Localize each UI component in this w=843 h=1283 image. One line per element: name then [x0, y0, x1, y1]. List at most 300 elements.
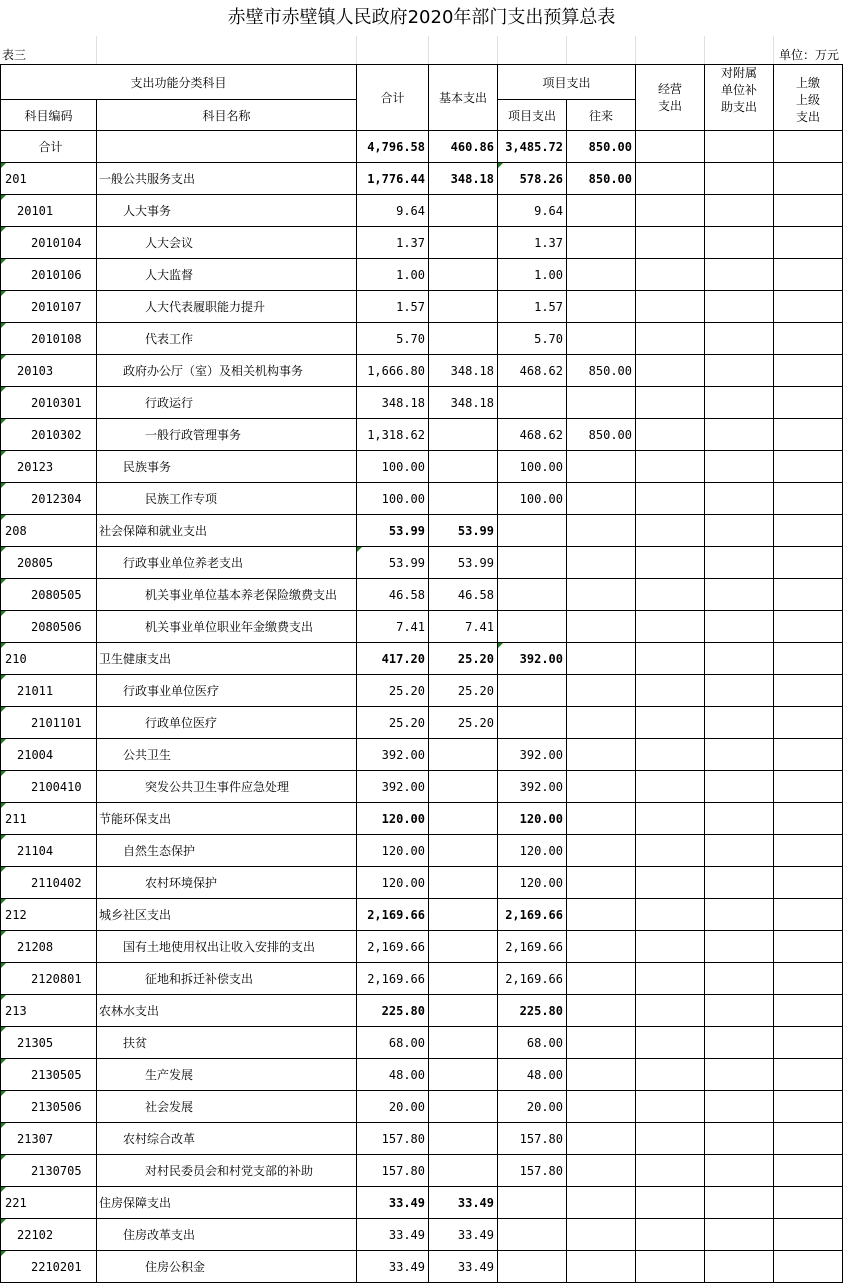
- transfer-cell: [567, 1027, 636, 1059]
- subject-name-cell: 扶贫: [97, 1027, 357, 1059]
- subsidy-cell: [705, 579, 774, 611]
- subject-code-cell: 21307: [1, 1123, 97, 1155]
- basic-cell: [429, 739, 498, 771]
- project-cell: [498, 1187, 567, 1219]
- transfer-cell: [567, 931, 636, 963]
- transfer-cell: [567, 515, 636, 547]
- transfer-cell: [567, 483, 636, 515]
- subject-code-cell: 2010104: [1, 227, 97, 259]
- transfer-cell: [567, 1155, 636, 1187]
- subject-code-cell: 2110402: [1, 867, 97, 899]
- basic-cell: [429, 867, 498, 899]
- transfer-cell: [567, 1251, 636, 1283]
- remit-cell: [774, 579, 843, 611]
- subject-name-cell: 城乡社区支出: [97, 899, 357, 931]
- transfer-cell: [567, 739, 636, 771]
- transfer-cell: [567, 899, 636, 931]
- subject-name-cell: 人大代表履职能力提升: [97, 291, 357, 323]
- basic-cell: [429, 1059, 498, 1091]
- project-cell: 468.62: [498, 419, 567, 451]
- total-cell: 68.00: [357, 1027, 429, 1059]
- subject-name-cell: 突发公共卫生事件应急处理: [97, 771, 357, 803]
- total-cell: 25.20: [357, 675, 429, 707]
- subject-name-cell: 住房改革支出: [97, 1219, 357, 1251]
- subsidy-cell: [705, 963, 774, 995]
- subject-code-cell: 2010108: [1, 323, 97, 355]
- business-cell: [636, 931, 705, 963]
- total-cell: 25.20: [357, 707, 429, 739]
- subject-code-cell: 212: [1, 899, 97, 931]
- subject-code-cell: 20805: [1, 547, 97, 579]
- subject-name-cell: 住房公积金: [97, 1251, 357, 1283]
- total-cell: 100.00: [357, 483, 429, 515]
- subsidy-cell: [705, 707, 774, 739]
- remit-cell: [774, 163, 843, 195]
- subject-name-cell: 代表工作: [97, 323, 357, 355]
- project-cell: 2,169.66: [498, 899, 567, 931]
- transfer-cell: [567, 291, 636, 323]
- subsidy-cell: [705, 995, 774, 1027]
- remit-cell: [774, 611, 843, 643]
- subject-code-cell: 2100410: [1, 771, 97, 803]
- subsidy-cell: [705, 867, 774, 899]
- subject-name-cell: 人大事务: [97, 195, 357, 227]
- total-cell: 348.18: [357, 387, 429, 419]
- remit-cell: [774, 739, 843, 771]
- table-row: [1, 1091, 843, 1123]
- table-row: [1, 355, 843, 387]
- subject-code-cell: 21011: [1, 675, 97, 707]
- subsidy-cell: [705, 931, 774, 963]
- total-cell: 1.00: [357, 259, 429, 291]
- subsidy-cell: [705, 259, 774, 291]
- project-cell: 100.00: [498, 483, 567, 515]
- header-remit-text: 上缴上级支出: [795, 76, 820, 124]
- transfer-cell: [567, 1187, 636, 1219]
- table-row: [1, 195, 843, 227]
- header-remit: [774, 65, 843, 131]
- business-cell: [636, 1123, 705, 1155]
- basic-cell: [429, 995, 498, 1027]
- total-cell: 7.41: [357, 611, 429, 643]
- table-row: [1, 995, 843, 1027]
- subsidy-cell: [705, 323, 774, 355]
- page-title: 赤壁市赤壁镇人民政府2020年部门支出预算总表: [227, 7, 616, 28]
- total-cell: 33.49: [357, 1187, 429, 1219]
- subject-name-cell: 一般公共服务支出: [97, 163, 357, 195]
- table-row: [1, 771, 843, 803]
- basic-cell: [429, 291, 498, 323]
- subject-code-cell: 2080506: [1, 611, 97, 643]
- business-cell: [636, 867, 705, 899]
- basic-cell: [429, 227, 498, 259]
- subject-code-cell: 2210201: [1, 1251, 97, 1283]
- total-cell: 120.00: [357, 835, 429, 867]
- subject-name-cell: 政府办公厅（室）及相关机构事务: [97, 355, 357, 387]
- total-cell: 1.37: [357, 227, 429, 259]
- transfer-cell: [567, 259, 636, 291]
- business-cell: [636, 707, 705, 739]
- basic-cell: [429, 1091, 498, 1123]
- project-cell: [498, 579, 567, 611]
- business-cell: [636, 259, 705, 291]
- transfer-cell: 850.00: [567, 163, 636, 195]
- header-business-text: 经营支出: [657, 81, 682, 113]
- subsidy-cell: [705, 195, 774, 227]
- header-project: 项目支出: [498, 100, 567, 131]
- remit-cell: [774, 419, 843, 451]
- business-cell: [636, 899, 705, 931]
- subsidy-cell: [705, 803, 774, 835]
- total-cell: 33.49: [357, 1251, 429, 1283]
- subject-code-cell: 213: [1, 995, 97, 1027]
- header-basic: 基本支出: [429, 65, 498, 131]
- basic-cell: [429, 1027, 498, 1059]
- subsidy-cell: [705, 1219, 774, 1251]
- basic-cell: [429, 899, 498, 931]
- basic-cell: [429, 771, 498, 803]
- table-row: [1, 611, 843, 643]
- subject-code-cell: 211: [1, 803, 97, 835]
- subject-name-cell: 卫生健康支出: [97, 643, 357, 675]
- transfer-cell: [567, 1219, 636, 1251]
- subject-code-cell: 2010302: [1, 419, 97, 451]
- total-cell: 2,169.66: [357, 931, 429, 963]
- table-row: [1, 739, 843, 771]
- business-cell: [636, 1219, 705, 1251]
- project-cell: [498, 1251, 567, 1283]
- transfer-cell: [567, 323, 636, 355]
- subject-code-cell: 2120801: [1, 963, 97, 995]
- total-cell: 9.64: [357, 195, 429, 227]
- table-row: [1, 291, 843, 323]
- subject-name-cell: 农村环境保护: [97, 867, 357, 899]
- total-cell: 4,796.58: [357, 131, 429, 163]
- subsidy-cell: [705, 675, 774, 707]
- subject-code-cell: 2130506: [1, 1091, 97, 1123]
- subsidy-cell: [705, 835, 774, 867]
- header-total: 合计: [357, 65, 429, 131]
- total-cell: 48.00: [357, 1059, 429, 1091]
- subject-name-cell: 民族工作专项: [97, 483, 357, 515]
- table-row: [1, 515, 843, 547]
- total-cell: 2,169.66: [357, 899, 429, 931]
- remit-cell: [774, 1251, 843, 1283]
- business-cell: [636, 771, 705, 803]
- remit-cell: [774, 675, 843, 707]
- business-cell: [636, 835, 705, 867]
- transfer-cell: [567, 675, 636, 707]
- business-cell: [636, 451, 705, 483]
- project-cell: 120.00: [498, 867, 567, 899]
- subject-code-cell: 21305: [1, 1027, 97, 1059]
- subsidy-cell: [705, 739, 774, 771]
- total-cell: 157.80: [357, 1155, 429, 1187]
- basic-cell: 348.18: [429, 387, 498, 419]
- basic-cell: 46.58: [429, 579, 498, 611]
- basic-cell: [429, 835, 498, 867]
- subsidy-cell: [705, 771, 774, 803]
- subsidy-cell: [705, 387, 774, 419]
- business-cell: [636, 323, 705, 355]
- transfer-cell: [567, 227, 636, 259]
- subsidy-cell: [705, 1059, 774, 1091]
- remit-cell: [774, 1187, 843, 1219]
- remit-cell: [774, 323, 843, 355]
- subject-code-cell: 20103: [1, 355, 97, 387]
- remit-cell: [774, 995, 843, 1027]
- business-cell: [636, 227, 705, 259]
- basic-cell: 25.20: [429, 707, 498, 739]
- total-cell: 46.58: [357, 579, 429, 611]
- grid-line: [773, 36, 774, 64]
- remit-cell: [774, 1219, 843, 1251]
- subject-name-cell: 住房保障支出: [97, 1187, 357, 1219]
- business-cell: [636, 515, 705, 547]
- table-row: [1, 1251, 843, 1283]
- transfer-cell: 850.00: [567, 131, 636, 163]
- project-cell: 120.00: [498, 835, 567, 867]
- remit-cell: [774, 547, 843, 579]
- project-cell: 2,169.66: [498, 931, 567, 963]
- transfer-cell: [567, 387, 636, 419]
- subsidy-cell: [705, 483, 774, 515]
- project-cell: [498, 707, 567, 739]
- subject-name-cell: 机关事业单位基本养老保险缴费支出: [97, 579, 357, 611]
- subsidy-cell: [705, 227, 774, 259]
- business-cell: [636, 1091, 705, 1123]
- total-cell: 157.80: [357, 1123, 429, 1155]
- business-cell: [636, 995, 705, 1027]
- transfer-cell: [567, 547, 636, 579]
- basic-cell: 348.18: [429, 163, 498, 195]
- basic-cell: [429, 195, 498, 227]
- basic-cell: [429, 483, 498, 515]
- header-name: 科目名称: [97, 100, 357, 131]
- subsidy-cell: [705, 1123, 774, 1155]
- table-row: [1, 867, 843, 899]
- subject-code-cell: 221: [1, 1187, 97, 1219]
- subsidy-cell: [705, 163, 774, 195]
- table-row: [1, 835, 843, 867]
- subsidy-cell: [705, 1027, 774, 1059]
- table-row: [1, 931, 843, 963]
- transfer-cell: [567, 643, 636, 675]
- total-cell: 225.80: [357, 995, 429, 1027]
- project-cell: 1.57: [498, 291, 567, 323]
- total-cell: 392.00: [357, 739, 429, 771]
- table-row: [1, 803, 843, 835]
- table-row: [1, 483, 843, 515]
- project-cell: [498, 611, 567, 643]
- subject-name-cell: 人大监督: [97, 259, 357, 291]
- subject-name-cell: 生产发展: [97, 1059, 357, 1091]
- table-row: [1, 899, 843, 931]
- project-cell: 392.00: [498, 771, 567, 803]
- business-cell: [636, 963, 705, 995]
- subject-code-cell: 20123: [1, 451, 97, 483]
- business-cell: [636, 739, 705, 771]
- project-cell: 68.00: [498, 1027, 567, 1059]
- subject-code-cell: 210: [1, 643, 97, 675]
- basic-cell: 33.49: [429, 1219, 498, 1251]
- subsidy-cell: [705, 547, 774, 579]
- subsidy-cell: [705, 291, 774, 323]
- table-row: [1, 1123, 843, 1155]
- remit-cell: [774, 451, 843, 483]
- transfer-cell: [567, 611, 636, 643]
- project-cell: 48.00: [498, 1059, 567, 1091]
- project-cell: 100.00: [498, 451, 567, 483]
- business-cell: [636, 611, 705, 643]
- grid-line: [497, 36, 498, 64]
- business-cell: [636, 163, 705, 195]
- subsidy-cell: [705, 451, 774, 483]
- business-cell: [636, 355, 705, 387]
- grid-line: [566, 36, 567, 64]
- table-row: [1, 131, 843, 163]
- remit-cell: [774, 963, 843, 995]
- subject-code-cell: 21104: [1, 835, 97, 867]
- subject-code-cell: 合计: [1, 131, 97, 163]
- table-row: [1, 163, 843, 195]
- subsidy-cell: [705, 131, 774, 163]
- total-cell: 1,666.80: [357, 355, 429, 387]
- basic-cell: [429, 931, 498, 963]
- remit-cell: [774, 707, 843, 739]
- subsidy-cell: [705, 419, 774, 451]
- total-cell: 53.99: [357, 515, 429, 547]
- grid-line: [428, 36, 429, 64]
- subject-name-cell: 节能环保支出: [97, 803, 357, 835]
- subsidy-cell: [705, 1091, 774, 1123]
- subject-code-cell: 201: [1, 163, 97, 195]
- subject-name-cell: 一般行政管理事务: [97, 419, 357, 451]
- remit-cell: [774, 771, 843, 803]
- basic-cell: 25.20: [429, 675, 498, 707]
- transfer-cell: [567, 1091, 636, 1123]
- remit-cell: [774, 387, 843, 419]
- project-cell: 9.64: [498, 195, 567, 227]
- grid-line: [635, 36, 636, 64]
- basic-cell: [429, 419, 498, 451]
- business-cell: [636, 643, 705, 675]
- project-cell: 392.00: [498, 739, 567, 771]
- remit-cell: [774, 835, 843, 867]
- subsidy-cell: [705, 611, 774, 643]
- subsidy-cell: [705, 1251, 774, 1283]
- total-cell: 20.00: [357, 1091, 429, 1123]
- remit-cell: [774, 291, 843, 323]
- table-row: [1, 643, 843, 675]
- grid-line: [356, 36, 357, 64]
- table-number: 表三: [2, 48, 27, 62]
- subject-code-cell: 2012304: [1, 483, 97, 515]
- remit-cell: [774, 899, 843, 931]
- table-row: [1, 547, 843, 579]
- remit-cell: [774, 195, 843, 227]
- header-project-group: 项目支出: [498, 65, 636, 100]
- project-cell: 157.80: [498, 1155, 567, 1187]
- project-cell: [498, 1219, 567, 1251]
- header-transfer: 往来: [567, 100, 636, 131]
- table-row: [1, 419, 843, 451]
- total-cell: 33.49: [357, 1219, 429, 1251]
- table-row: [1, 323, 843, 355]
- table-row: [1, 675, 843, 707]
- transfer-cell: [567, 803, 636, 835]
- subject-name-cell: 征地和拆迁补偿支出: [97, 963, 357, 995]
- header-category-group: 支出功能分类科目: [1, 65, 357, 100]
- subject-name-cell: 社会发展: [97, 1091, 357, 1123]
- budget-table: [0, 64, 843, 1283]
- remit-cell: [774, 355, 843, 387]
- business-cell: [636, 547, 705, 579]
- basic-cell: [429, 1123, 498, 1155]
- subject-name-cell: 农村综合改革: [97, 1123, 357, 1155]
- table-row: [1, 1027, 843, 1059]
- business-cell: [636, 387, 705, 419]
- table-row: [1, 707, 843, 739]
- business-cell: [636, 131, 705, 163]
- remit-cell: [774, 515, 843, 547]
- basic-cell: [429, 1155, 498, 1187]
- basic-cell: [429, 963, 498, 995]
- total-cell: 53.99: [357, 547, 429, 579]
- table-row: [1, 387, 843, 419]
- transfer-cell: [567, 835, 636, 867]
- business-cell: [636, 1059, 705, 1091]
- total-cell: 1.57: [357, 291, 429, 323]
- subject-name-cell: 自然生态保护: [97, 835, 357, 867]
- header-subsidy: [705, 65, 774, 131]
- table-row: [1, 259, 843, 291]
- project-cell: [498, 675, 567, 707]
- business-cell: [636, 195, 705, 227]
- table-row: [1, 1187, 843, 1219]
- transfer-cell: [567, 1059, 636, 1091]
- subject-code-cell: 2130505: [1, 1059, 97, 1091]
- subject-code-cell: 2130705: [1, 1155, 97, 1187]
- project-cell: 120.00: [498, 803, 567, 835]
- project-cell: 20.00: [498, 1091, 567, 1123]
- basic-cell: 460.86: [429, 131, 498, 163]
- remit-cell: [774, 1155, 843, 1187]
- subsidy-cell: [705, 355, 774, 387]
- subject-name-cell: 对村民委员会和村党支部的补助: [97, 1155, 357, 1187]
- subject-name-cell: 农林水支出: [97, 995, 357, 1027]
- subject-code-cell: 20101: [1, 195, 97, 227]
- table-row: [1, 1059, 843, 1091]
- subject-code-cell: 2010107: [1, 291, 97, 323]
- project-cell: [498, 547, 567, 579]
- total-cell: 1,318.62: [357, 419, 429, 451]
- transfer-cell: [567, 1123, 636, 1155]
- subject-code-cell: 21004: [1, 739, 97, 771]
- subject-code-cell: 2080505: [1, 579, 97, 611]
- subject-name-cell: 行政事业单位医疗: [97, 675, 357, 707]
- subsidy-cell: [705, 899, 774, 931]
- subject-name-cell: 人大会议: [97, 227, 357, 259]
- remit-cell: [774, 1059, 843, 1091]
- remit-cell: [774, 131, 843, 163]
- subject-code-cell: 21208: [1, 931, 97, 963]
- project-cell: 157.80: [498, 1123, 567, 1155]
- basic-cell: 53.99: [429, 547, 498, 579]
- subject-name-cell: 社会保障和就业支出: [97, 515, 357, 547]
- total-cell: 392.00: [357, 771, 429, 803]
- business-cell: [636, 419, 705, 451]
